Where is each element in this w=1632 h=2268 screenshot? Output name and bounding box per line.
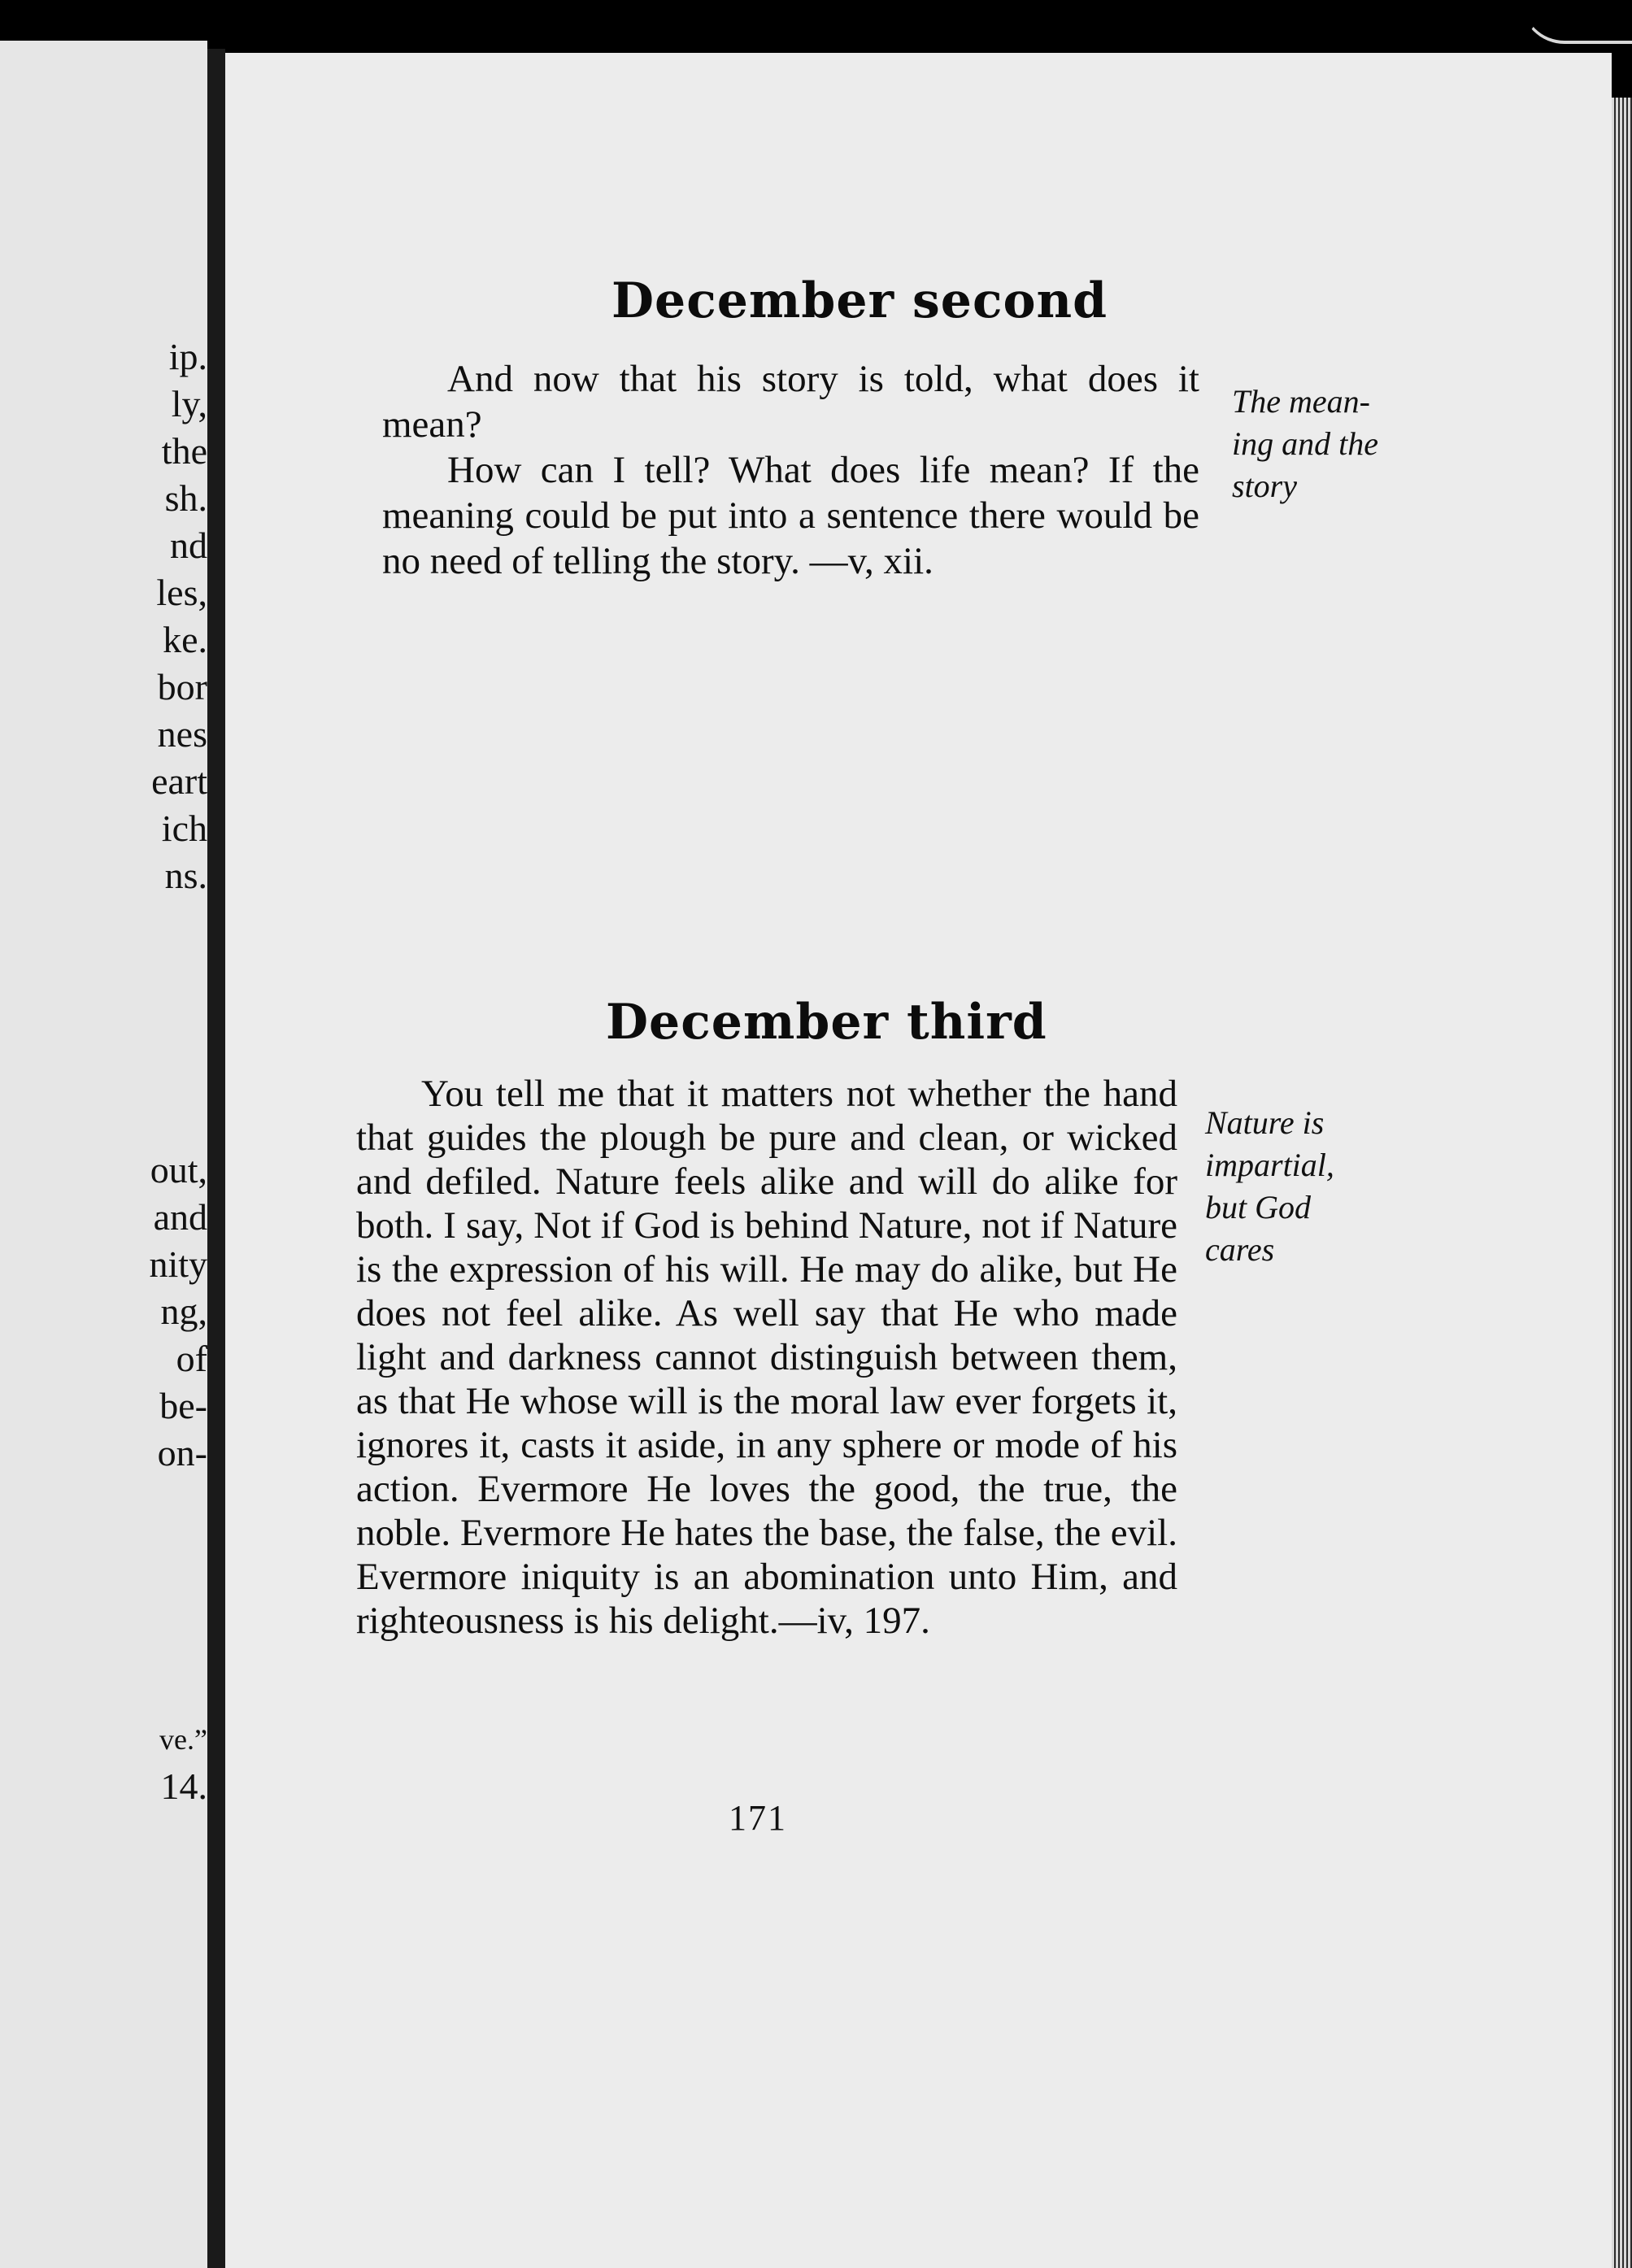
book-gutter [207, 49, 225, 2268]
page-edges [1612, 98, 1632, 2268]
previous-page-line: nes [157, 713, 207, 755]
previous-page-line: ve.” [159, 1723, 207, 1756]
page-number: 171 [729, 1798, 787, 1838]
previous-page-text-middle [149, 1147, 207, 1477]
entry-body-december-third [356, 1072, 1177, 1643]
previous-page-line: on- [157, 1432, 207, 1474]
previous-page-text-top [151, 333, 207, 899]
entry-title-december-second: December second [611, 272, 1108, 329]
margin-note-december-second: The mean- ing and the story [1232, 383, 1378, 504]
margin-note-december-third: Nature is impartial, but God cares [1205, 1104, 1334, 1268]
previous-page-line: be- [159, 1385, 207, 1426]
previous-page-line: eart [151, 760, 207, 802]
entry-paragraph: How can I tell? What does life mean? If the meaning could be put into a sentence there would be no need of telling the story. —v, xii. [382, 449, 1199, 582]
page-corner-curl [1521, 0, 1632, 44]
previous-page-line: the [161, 430, 207, 472]
previous-page-line: ly, [171, 383, 207, 424]
previous-page-line: ke. [163, 619, 207, 660]
previous-page-text-bottom [159, 1716, 207, 1810]
entry-paragraph: And now that his story is told, what does it mean? [382, 358, 1199, 446]
previous-page-line: ich [161, 808, 207, 849]
previous-page-line: nity [149, 1243, 207, 1285]
previous-page [0, 41, 207, 2268]
previous-page-line: les, [156, 572, 207, 613]
previous-page-line: sh. [164, 477, 207, 519]
entry-paragraph: You tell me that it matters not whether the hand that guides the plough be pure and clean, or wicked and defiled. Nature feels alike and will do alike for both. I say, Not if God is behind Nature, not if Nature is the expression of his will. He may do alike, but He does not feel alike. As well say that He who made light and darkness cannot distinguish between them, as that He whose will is the moral law ever forgets it, ignores it, casts it aside, in any sphere or mode of his action. Evermore He loves the good, the true, the noble. Evermore He hates the base, the false, the evil. Evermore iniquity is an abomination unto Him, and righteousness is his delight.—iv, 197. [356, 1073, 1177, 1642]
entry-body-december-second [382, 356, 1199, 584]
entry-title-december-third: December third [606, 994, 1047, 1051]
previous-page-line: ip. [168, 336, 207, 377]
previous-page-line: bor [157, 666, 207, 707]
previous-page-line: ns. [164, 855, 207, 896]
previous-page-line: of [176, 1338, 207, 1379]
previous-page-line: ng, [160, 1291, 207, 1332]
previous-page-line: and [153, 1196, 207, 1238]
previous-page-number: 14. [160, 1765, 207, 1807]
previous-page-line: out, [150, 1149, 207, 1191]
previous-page-line: nd [170, 525, 207, 566]
